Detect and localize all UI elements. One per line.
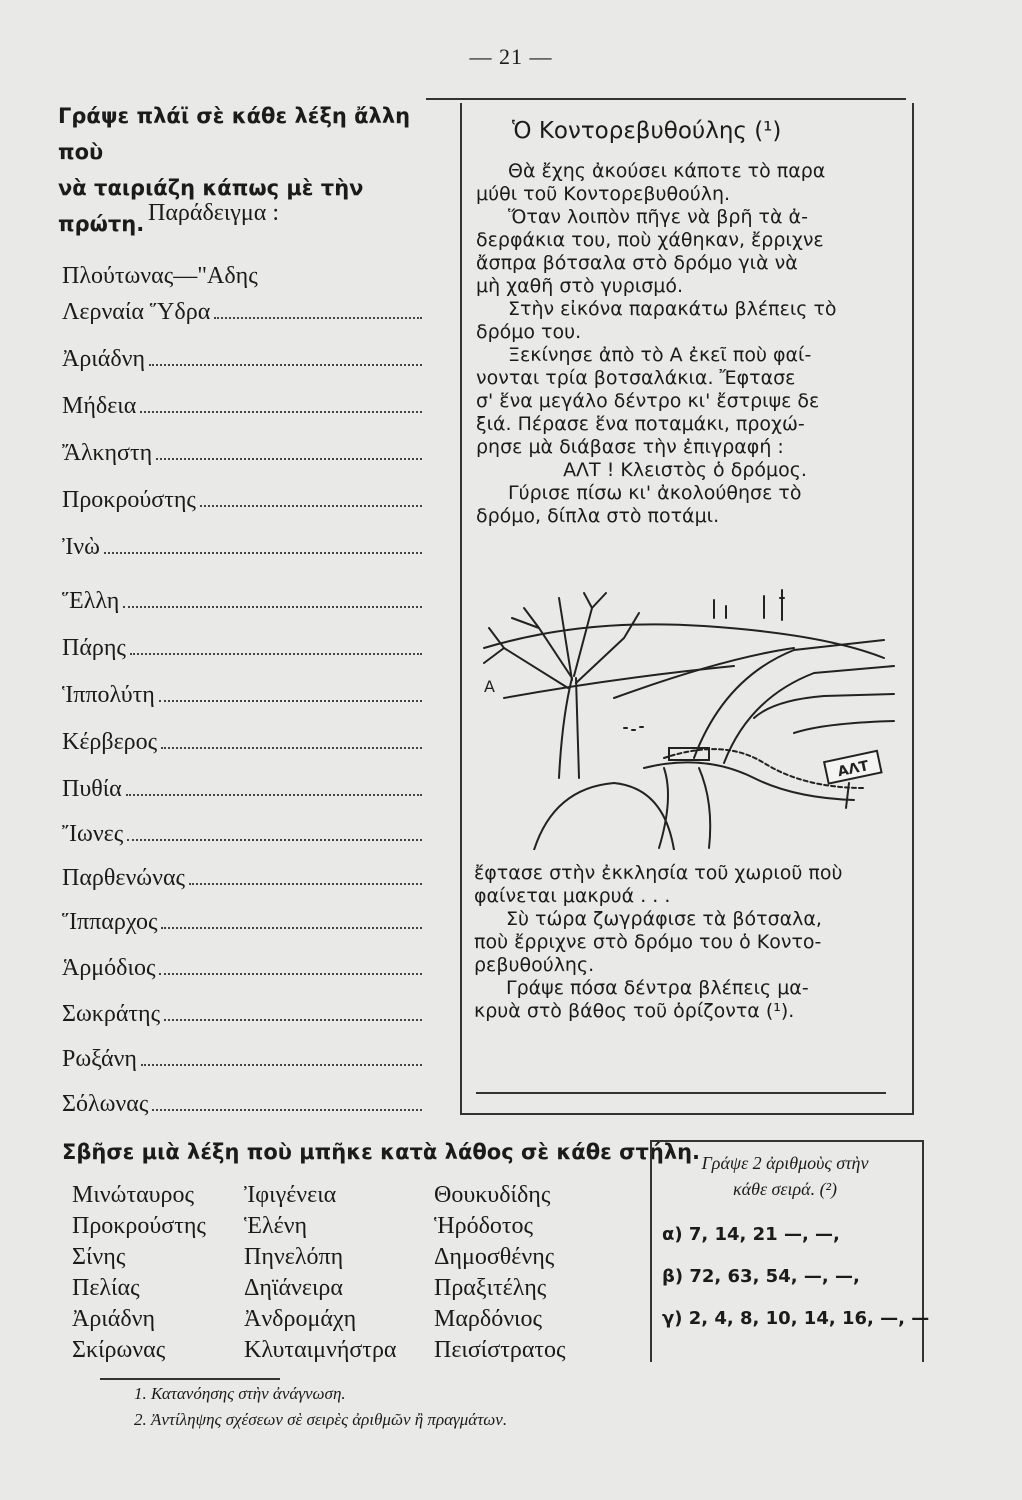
title-line: κάθε σειρά. (²) <box>733 1179 837 1199</box>
column-word[interactable]: Πεισίστρατος <box>434 1337 566 1363</box>
sign-text: ΑΛΤ <box>836 758 871 781</box>
road-edge <box>724 666 894 763</box>
alt-sign[interactable] <box>824 751 881 784</box>
word-label: Ἵππαρχος <box>62 909 158 935</box>
column-word[interactable]: Μαρδόνιος <box>434 1306 543 1332</box>
word-row[interactable] <box>62 679 422 709</box>
column-word[interactable]: Ἀριάδνη <box>72 1306 156 1332</box>
story-line: ρεβυθούλης. <box>474 954 595 976</box>
answer-line[interactable] <box>161 926 422 929</box>
answer-line[interactable] <box>214 316 422 319</box>
word-row[interactable] <box>62 1043 422 1073</box>
word-label: Ἕλλη <box>62 588 120 614</box>
word-row[interactable] <box>62 906 422 936</box>
word-row[interactable] <box>62 998 422 1028</box>
story-top-rule <box>426 98 906 100</box>
road-edge <box>794 721 894 733</box>
column-word[interactable]: Προκρούστης <box>72 1213 206 1239</box>
story-line: Θὰ ἔχης ἀκούσει κάποτε τὸ παρα <box>508 160 826 182</box>
exercise3-title <box>660 1150 910 1202</box>
word-label: Λερναία Ὕδρα <box>62 299 211 325</box>
story-line: δερφάκια του, ποὺ χάθηκαν, ἔρριχνε <box>476 229 824 251</box>
word-label: Ἄλκηστη <box>62 440 153 466</box>
story-continuation <box>474 862 898 1023</box>
path-illustration[interactable] <box>464 588 904 850</box>
story-line: Γράψε πόσα δέντρα βλέπεις μα- <box>506 977 809 999</box>
word-row[interactable] <box>62 862 422 892</box>
road-edge <box>694 640 884 758</box>
story-line: δρόμο του. <box>476 321 582 343</box>
story-line: ποὺ ἔρριχνε στὸ δρόμο του ὁ Κοντο- <box>474 931 822 953</box>
story-line: μύθι τοῦ Κοντορεβυθούλη. <box>476 183 731 205</box>
word-label: Ρωξάνη <box>62 1046 137 1072</box>
word-row[interactable] <box>62 296 422 326</box>
word-row[interactable] <box>62 585 422 615</box>
word-label: Ἁρμόδιος <box>62 955 156 981</box>
sequence-b[interactable]: β) 72, 63, 54, —, —, <box>662 1266 860 1287</box>
word-label: Σόλωνας <box>62 1091 149 1117</box>
river-line <box>644 762 854 800</box>
column-word[interactable]: Πηνελόπη <box>244 1244 344 1270</box>
tree-count-answer-line[interactable] <box>476 1092 886 1094</box>
word-label: Ἀριάδνη <box>62 346 146 372</box>
story-line: Γύρισε πίσω κι' ἀκολούθησε τὸ <box>508 482 802 504</box>
example-pair: Πλούτωνας—"Αδης <box>62 263 258 289</box>
answer-line[interactable] <box>161 746 422 749</box>
word-label: Ἴωνες <box>62 821 124 847</box>
road-edge <box>754 694 894 718</box>
word-row[interactable] <box>62 437 422 467</box>
road-front <box>699 768 710 848</box>
story-line: ξιά. Πέρασε ἕνα ποταμάκι, προχώ- <box>476 413 805 435</box>
story-line: δρόμο, δίπλα στὸ ποτάμι. <box>476 505 720 527</box>
word-label: Μήδεια <box>62 393 137 419</box>
story-title: Ὁ Κοντορεβυθούλης (¹) <box>512 118 782 144</box>
story-line: Στὴν εἰκόνα παρακάτω βλέπεις τὸ <box>508 298 837 320</box>
word-row[interactable] <box>62 531 422 561</box>
answer-line[interactable] <box>156 457 422 460</box>
footnote-2: 2. Ἀντίληψης σχέσεων σὲ σειρὲς ἀριθμῶν ἢ πραγμάτων. <box>134 1410 508 1429</box>
word-label: Προκρούστης <box>62 487 196 513</box>
title-line: Γράψε 2 ἀριθμοὺς στὴν <box>701 1153 869 1173</box>
story-line: νονται τρία βοτσαλάκια. Ἔφτασε <box>476 367 796 389</box>
column-word[interactable]: Ἑλένη <box>244 1213 308 1239</box>
word-label: Ἱππολύτη <box>62 682 155 708</box>
word-column-1 <box>72 1180 206 1366</box>
story-text <box>476 160 894 528</box>
column-word[interactable]: Σίνης <box>72 1244 126 1270</box>
answer-line[interactable] <box>127 838 422 841</box>
column-word[interactable]: Πελίας <box>72 1275 140 1301</box>
answer-line[interactable] <box>149 363 422 366</box>
word-row[interactable] <box>62 390 422 420</box>
story-line: Ὅταν λοιπὸν πῆγε νὰ βρῆ τὰ ἀ- <box>508 206 808 228</box>
footnote-1: 1. Κατανόησης στὴν ἀνάγνωση. <box>134 1384 346 1403</box>
word-row[interactable] <box>62 343 422 373</box>
column-word[interactable]: Πραξιτέλης <box>434 1275 547 1301</box>
answer-line[interactable] <box>159 699 422 702</box>
answer-line[interactable] <box>123 605 422 608</box>
column-word[interactable]: Μινώταυρος <box>72 1182 195 1208</box>
road-front <box>659 768 668 848</box>
word-label: Παρθενώνας <box>62 865 186 891</box>
field-line <box>614 648 794 698</box>
story-line: ἄσπρα βότσαλα στὸ δρόμο γιὰ νὰ <box>476 252 798 274</box>
story-line: φαίνεται μακρυά . . . <box>474 885 671 907</box>
word-label: Ἰνὼ <box>62 534 100 560</box>
point-a-label: A <box>484 677 495 696</box>
column-word[interactable]: Θουκυδίδης <box>434 1182 551 1208</box>
word-row[interactable] <box>62 952 422 982</box>
answer-line[interactable] <box>189 882 422 885</box>
story-line: ἔφτασε στὴν ἐκκλησία τοῦ χωριοῦ ποὺ <box>474 862 843 884</box>
word-column-2 <box>244 1180 397 1366</box>
word-column-3 <box>434 1180 566 1366</box>
column-word[interactable]: Ἀνδρομάχη <box>244 1306 357 1332</box>
column-word[interactable]: Ἰφιγένεια <box>244 1182 337 1208</box>
column-word[interactable]: Ἡρόδοτος <box>434 1213 534 1239</box>
pebbles <box>624 727 643 730</box>
word-row[interactable] <box>62 773 422 803</box>
field-line <box>504 666 734 698</box>
column-word[interactable]: Δημοσθένης <box>434 1244 555 1270</box>
column-word[interactable]: Κλυταιμνήστρα <box>244 1337 397 1363</box>
story-line: ΑΛΤ ! Κλειστὸς ὁ δρόμος. <box>563 459 807 481</box>
answer-line[interactable] <box>152 1108 422 1111</box>
page-number: — 21 — <box>469 44 553 69</box>
word-label: Σωκράτης <box>62 1001 161 1027</box>
word-row[interactable] <box>62 484 422 514</box>
tree-branches <box>484 593 639 688</box>
story-line: σ' ἕνα μεγάλο δέντρο κι' ἔστριψε δε <box>476 390 820 412</box>
sequence-a[interactable]: α) 7, 14, 21 —, —, <box>662 1224 840 1245</box>
word-label: Πάρης <box>62 635 126 661</box>
answer-line[interactable] <box>159 972 422 975</box>
word-row[interactable] <box>62 1088 422 1118</box>
answer-line[interactable] <box>140 410 422 413</box>
word-row[interactable] <box>62 726 422 756</box>
answer-line[interactable] <box>126 793 422 796</box>
story-line: κρυὰ στὸ βάθος τοῦ ὁρίζοντα (¹). <box>474 1000 795 1022</box>
word-row[interactable] <box>62 632 422 662</box>
word-label: Κέρβερος <box>62 729 158 755</box>
column-word[interactable]: Δηϊάνειρα <box>244 1275 343 1301</box>
hill-line <box>534 783 674 850</box>
word-label: Πυθία <box>62 776 122 802</box>
sequence-c[interactable]: γ) 2, 4, 8, 10, 14, 16, —, — <box>662 1308 930 1329</box>
exercise2-instruction: Σβῆσε μιὰ λέξη ποὺ μπῆκε κατὰ λάθος σὲ κάθε στήλη. <box>62 1140 701 1164</box>
story-line: ρησε μὰ διάβασε τὴν ἐπιγραφή : <box>476 436 784 458</box>
answer-line[interactable] <box>141 1063 422 1066</box>
story-line: Ξεκίνησε ἀπὸ τὸ Α ἐκεῖ ποὺ φαί- <box>508 344 812 366</box>
church-steeple <box>714 590 784 620</box>
column-word[interactable]: Σκίρωνας <box>72 1337 166 1363</box>
horizon-line <box>484 624 884 658</box>
answer-line[interactable] <box>130 652 422 655</box>
answer-line[interactable] <box>200 504 422 507</box>
story-line: Σὺ τώρα ζωγράφισε τὰ βότσαλα, <box>506 908 822 930</box>
tree-trunk <box>559 678 579 778</box>
footnote-rule <box>100 1378 280 1380</box>
answer-line[interactable] <box>164 1018 422 1021</box>
word-row[interactable] <box>62 818 422 848</box>
example-label: Παράδειγμα : <box>148 200 280 226</box>
instruction-line: Γράψε πλάϊ σὲ κάθε λέξη ἄλλη ποὺ <box>58 104 411 164</box>
story-line: μὴ χαθῆ στὸ γυρισμό. <box>476 275 684 297</box>
answer-line[interactable] <box>104 551 422 554</box>
instruction-line: νὰ ταιριάζη κάπως μὲ τὴν πρώτη. <box>58 176 364 236</box>
